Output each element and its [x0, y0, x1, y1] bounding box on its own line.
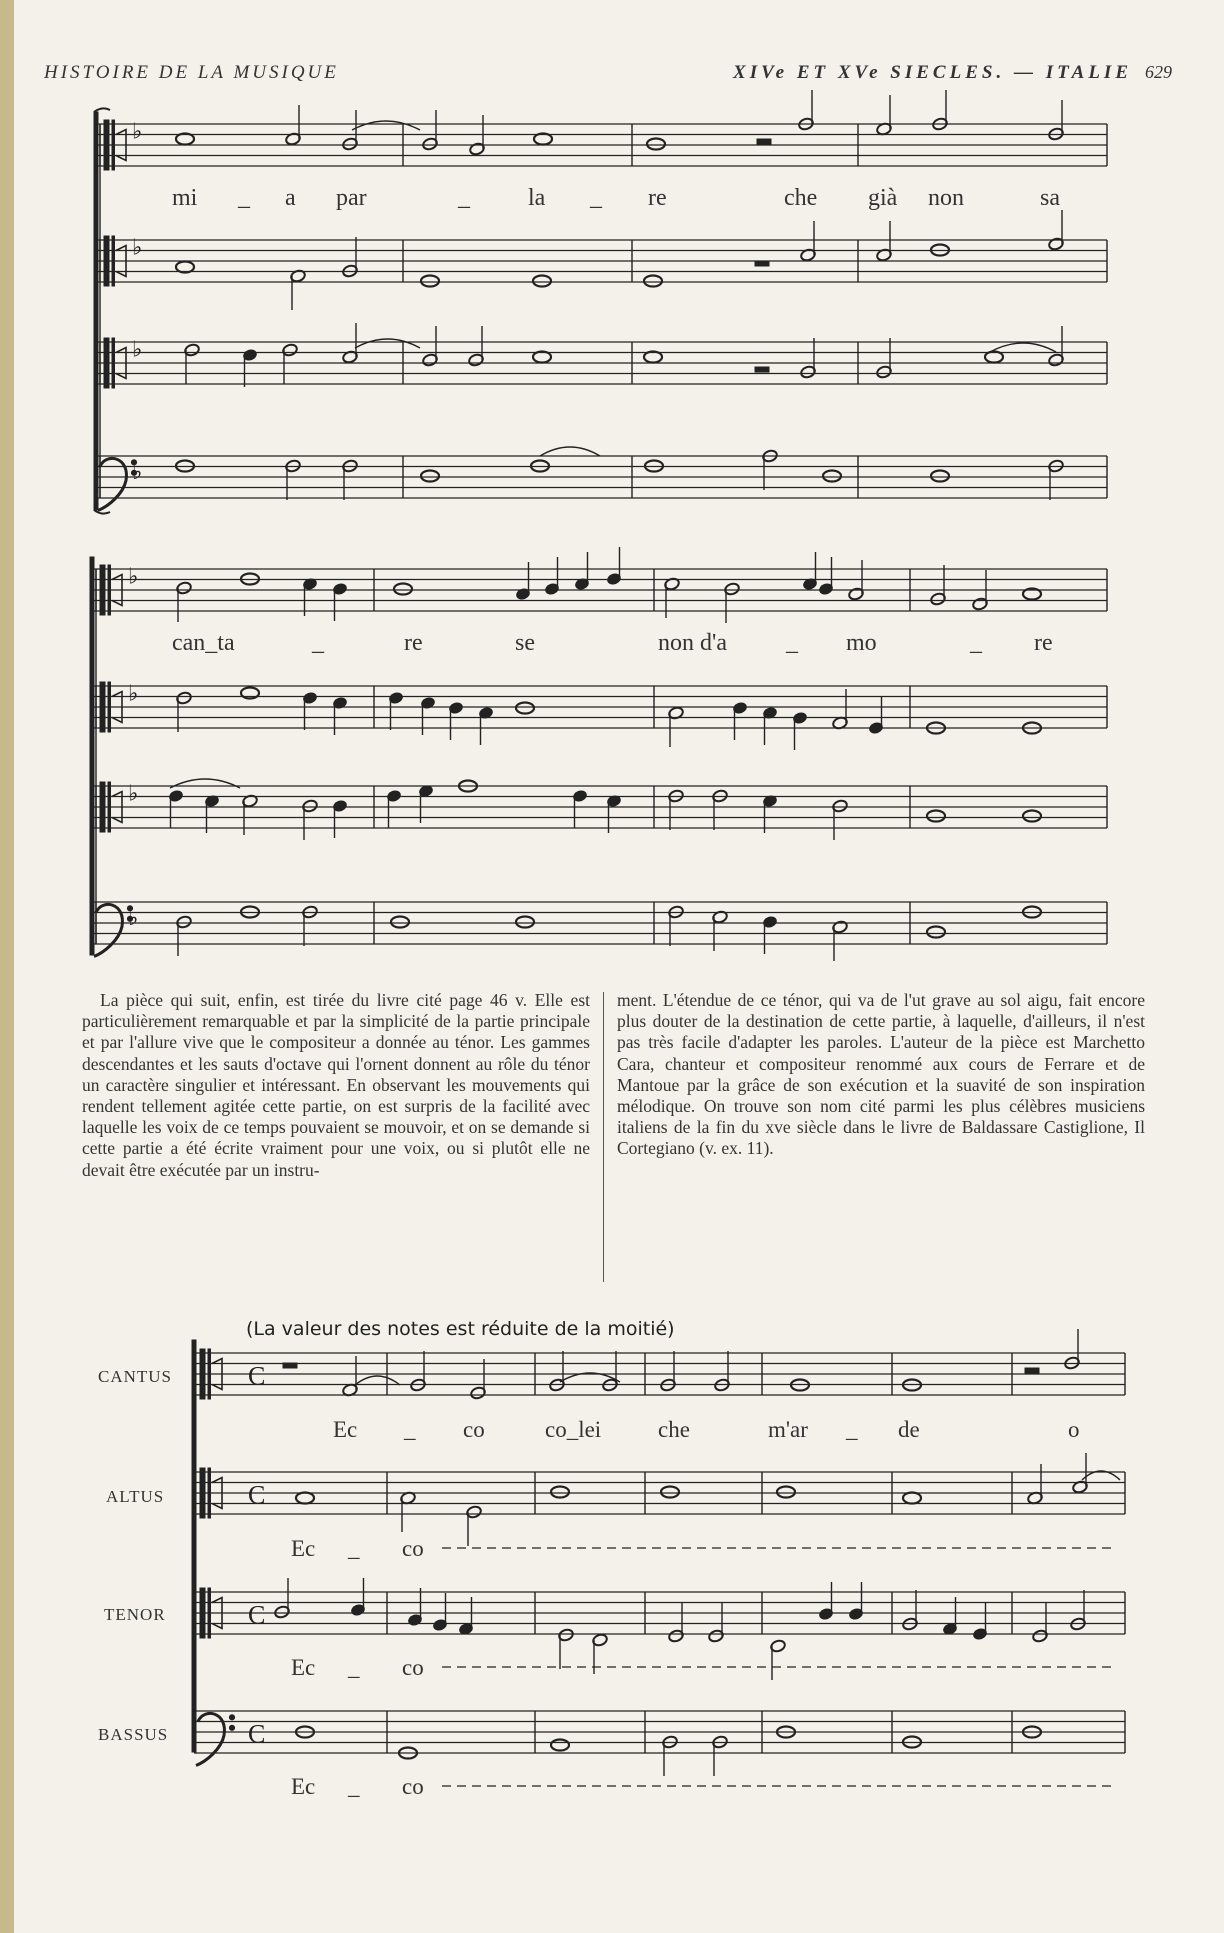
tie: [355, 1376, 400, 1385]
lyric-s1-10: non: [928, 185, 964, 211]
lyric-s2-6: mo: [846, 630, 877, 656]
lyric-s1-8: che: [784, 185, 818, 211]
flat-sign: ♭: [128, 564, 139, 590]
whole-note: [533, 276, 551, 287]
c-clef: [104, 120, 109, 170]
tie: [540, 447, 600, 456]
whole-note: [516, 703, 534, 714]
running-head-right: XIVe ET XVe SIECLES. — ITALIE: [733, 62, 1132, 83]
voice-label-tenor: TENOR: [104, 1605, 166, 1624]
lyric-s1-11: sa: [1040, 185, 1060, 211]
lyric-s1-7: re: [648, 185, 667, 211]
whole-note: [391, 917, 409, 928]
lyric-s2-4: non d'a: [658, 630, 727, 656]
whole-note: [551, 1740, 569, 1751]
whole-note: [927, 811, 945, 822]
lyric-s2-7: _: [970, 630, 982, 656]
whole-note: [931, 471, 949, 482]
flat-sign: ♭: [128, 681, 139, 707]
common-time: C: [248, 1600, 266, 1630]
whole-note: [777, 1487, 795, 1498]
lyric-s1-3: par: [336, 185, 367, 211]
body-text-left: [82, 990, 590, 1181]
lyric-s2-2: re: [404, 630, 423, 656]
lyric-s1-9: già: [868, 185, 898, 211]
whole-note: [644, 276, 662, 287]
c-clef: [200, 1588, 205, 1638]
c-clef: [100, 565, 105, 615]
flat-sign: ♭: [132, 235, 143, 261]
lyric-s2-1: _: [312, 630, 324, 656]
system-bracket: [94, 112, 98, 510]
cantus-lyric-5: m'ar: [768, 1417, 808, 1442]
c-clef: [200, 1468, 205, 1518]
whole-note: [647, 139, 665, 150]
altus-lyric-0: Ec: [291, 1536, 316, 1561]
body-paragraph-left: La pièce qui suit, enfin, est tirée du livre cité page 46 v. Elle est particulièrement remarquable et par la simplicité de la partie principale et par l'allure vive que le compositeur a donnée au ténor. Les gammes descendantes et les sauts d'octave qui l'ornent donnent au rôle du ténor un caractère singulier et intéressant. En observant les mouvements qui rendent tellement agitée cette partie, on est surpris de la facilité avec laquelle les voix de ce temps pouvaient se mouvoir, et on se demande si cette partie a été écrite vraiment pour une voix, ou si plutôt elle ne devait être exécutée par un instru-: [82, 990, 590, 1180]
whole-note: [661, 1487, 679, 1498]
tie: [990, 343, 1056, 352]
c-clef: [104, 338, 109, 388]
tenor-lyric-0: Ec: [291, 1655, 316, 1680]
flat-sign: ♭: [132, 460, 143, 486]
voice-label-cantus: CANTUS: [98, 1367, 173, 1386]
rest: [755, 367, 769, 372]
bassus-lyric-1: _: [348, 1774, 360, 1799]
rest: [755, 261, 769, 266]
body-text-right: [617, 990, 1145, 1160]
cantus-lyric-4: che: [658, 1417, 690, 1442]
altus-lyric-1: _: [348, 1536, 360, 1561]
whole-note: [296, 1493, 314, 1504]
cantus-lyric-8: o: [1068, 1417, 1080, 1442]
whole-note: [551, 1487, 569, 1498]
tie: [352, 121, 420, 130]
c-clef: [100, 682, 105, 732]
c-clef: [104, 236, 109, 286]
tenor-lyric-2: co: [402, 1655, 424, 1680]
lyric-s1-0: mi: [172, 185, 198, 211]
rest: [1025, 1368, 1039, 1373]
common-time: C: [248, 1361, 266, 1391]
whole-note: [516, 917, 534, 928]
voice-label-bassus: BASSUS: [98, 1725, 169, 1744]
lyric-s1-2: a: [285, 185, 296, 211]
rest: [757, 139, 771, 144]
lyric-s1-6: _: [590, 185, 602, 211]
flat-sign: ♭: [132, 119, 143, 145]
lyric-s2-0: can_ta: [172, 630, 235, 656]
flat-sign: ♭: [128, 906, 139, 932]
tie: [355, 339, 420, 348]
whole-note: [823, 471, 841, 482]
page-number: 629: [1145, 62, 1172, 82]
running-head-left: HISTOIRE DE LA MUSIQUE: [44, 62, 339, 83]
lyric-s1-4: _: [458, 185, 470, 211]
whole-note: [421, 276, 439, 287]
cantus-lyric-7: de: [898, 1417, 920, 1442]
whole-note: [1023, 811, 1041, 822]
bassus-lyric-2: co: [402, 1774, 424, 1799]
rest: [283, 1363, 297, 1368]
cantus-lyric-1: _: [404, 1417, 416, 1442]
example-bracket: [192, 1340, 196, 1752]
flat-sign: ♭: [132, 337, 143, 363]
lyric-s1-1: _: [238, 185, 250, 211]
whole-note: [394, 584, 412, 595]
common-time: C: [248, 1480, 266, 1510]
lyric-s2-3: se: [515, 630, 535, 656]
lyric-s2-8: re: [1034, 630, 1053, 656]
bassus-lyric-0: Ec: [291, 1774, 316, 1799]
cantus-lyric-2: co: [463, 1417, 485, 1442]
lyric-s2-5: _: [786, 630, 798, 656]
example-caption: (La valeur des notes est réduite de la moitié): [246, 1318, 675, 1340]
column-divider: [603, 992, 604, 1282]
cantus-lyric-0: Ec: [333, 1417, 358, 1442]
whole-note: [927, 927, 945, 938]
c-clef: [100, 782, 105, 832]
body-paragraph-right: ment. L'étendue de ce ténor, qui va de l'ut grave au sol aigu, fait encore plus douter de la destination de cette partie, à laquelle, d'ailleurs, il n'est pas très facile d'adapter les paroles. L'auteur de la pièce est Marchetto Cara, chanteur et compositeur renommé aux cours de Ferrare et de Mantoue par la grâce de son exécution et la suavité de son inspiration mélodique. On trouve son nom cité parmi les plus célèbres musiciens italiens de la fin du xve siècle dans le livre de Baldassare Castiglione, Il Cortegiano (v. ex. 11).: [617, 990, 1145, 1159]
system-bracket-2: [90, 557, 94, 955]
cantus-lyric-3: co_lei: [545, 1417, 602, 1442]
whole-note: [903, 1493, 921, 1504]
cantus-lyric-6: _: [846, 1417, 858, 1442]
whole-note: [421, 471, 439, 482]
altus-lyric-2: co: [402, 1536, 424, 1561]
tie: [170, 779, 240, 788]
tenor-lyric-1: _: [348, 1655, 360, 1680]
flat-sign: ♭: [128, 781, 139, 807]
common-time: C: [248, 1719, 266, 1749]
lyric-s1-5: la: [528, 185, 546, 211]
voice-label-altus: ALTUS: [106, 1487, 165, 1506]
c-clef: [200, 1349, 205, 1399]
